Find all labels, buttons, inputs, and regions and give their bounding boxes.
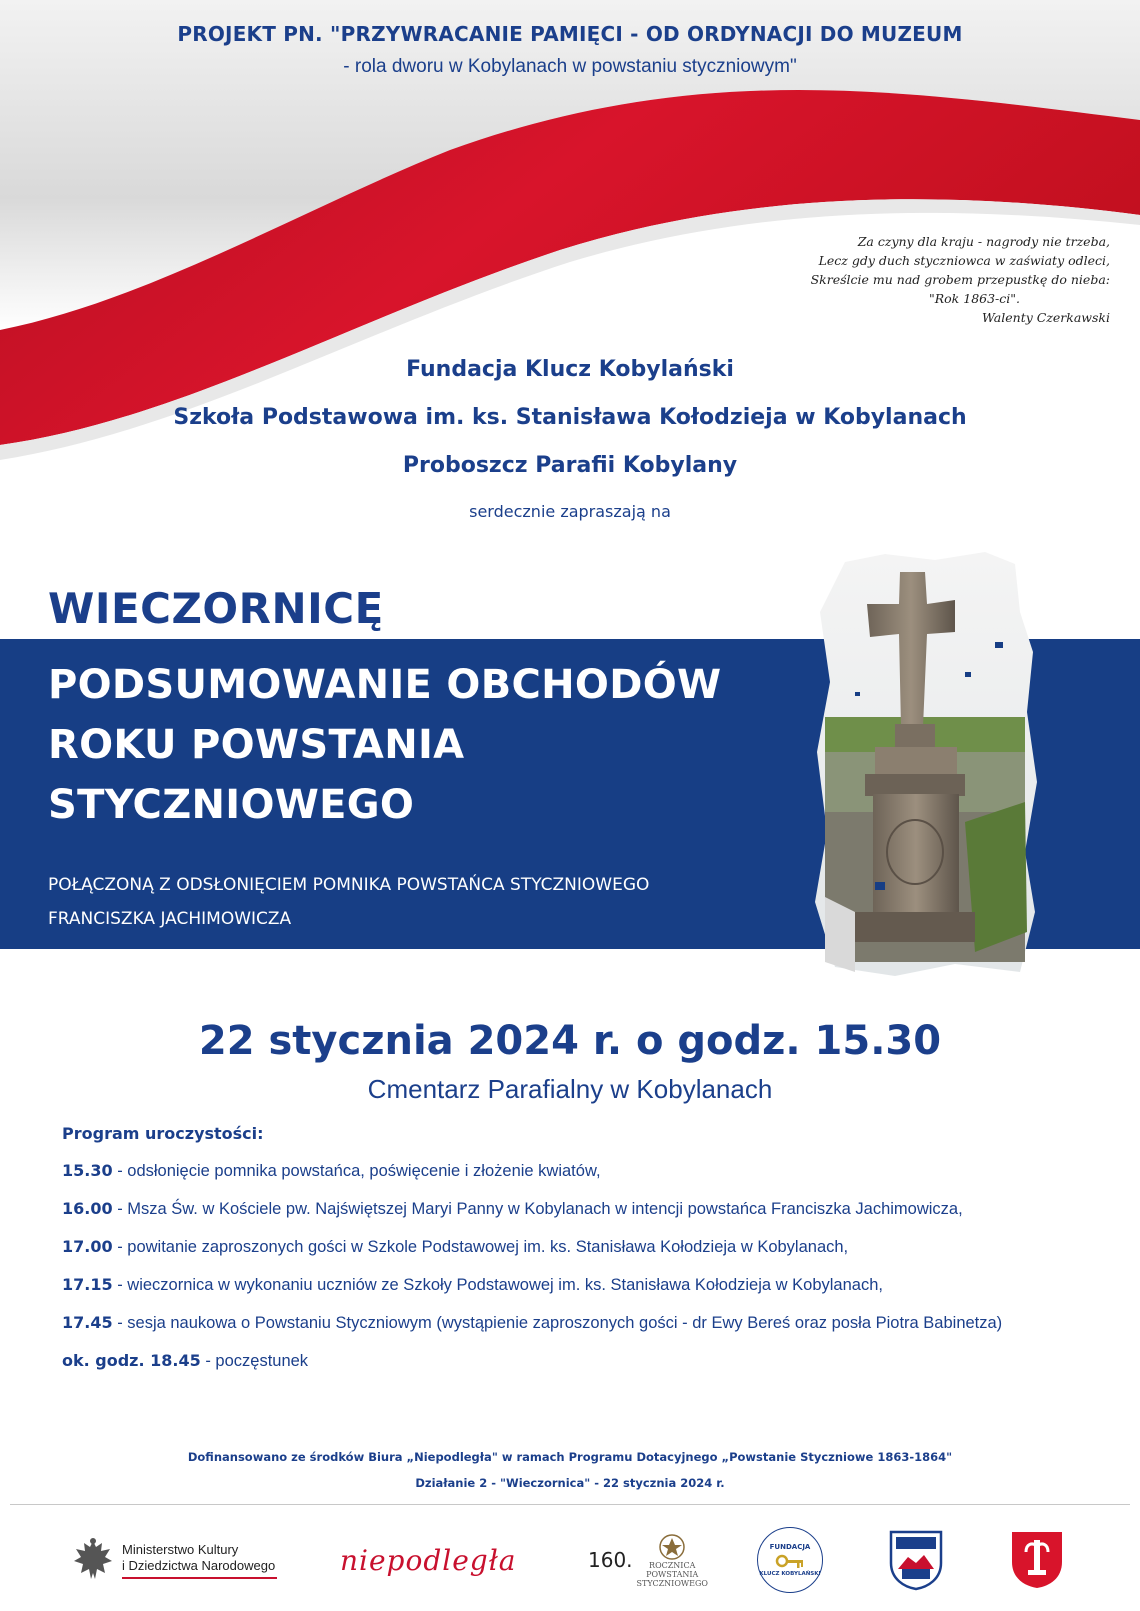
program-text: - poczęstunek xyxy=(200,1352,309,1370)
sponsor-logos xyxy=(0,1520,1140,1600)
anniversary-text-line: POWSTANIA xyxy=(646,1569,699,1579)
funding-line: Działanie 2 - "Wieczornica" - 22 stycznia 2024 r. xyxy=(415,1476,725,1490)
key-icon xyxy=(775,1551,805,1571)
funding-note xyxy=(0,1444,1140,1496)
project-title: PROJEKT PN. "PRZYWRACANIE PAMIĘCI - OD ORDYNACJI DO MUZEUM xyxy=(177,22,963,46)
subtitle-line: PODSUMOWANIE OBCHODÓW xyxy=(48,662,722,708)
program-text: - Msza Św. w Kościele pw. Najświętszej Maryi Panny w Kobylanach w intencji powstańca Franciszka Jachimowicza, xyxy=(112,1200,963,1218)
kobylany-crest-logo xyxy=(1010,1520,1064,1600)
event-description xyxy=(48,868,649,936)
subtitle-line: ROKU POWSTANIA xyxy=(48,722,465,768)
eagle-icon xyxy=(72,1537,114,1583)
program-text: - wieczornica w wykonaniu uczniów ze Szkoły Podstawowej im. ks. Stanisława Kołodzieja w Kobylanach, xyxy=(112,1276,883,1294)
event-place: Cmentarz Parafialny w Kobylanach xyxy=(367,1074,773,1104)
event-title: WIECZORNICĘ xyxy=(48,584,384,633)
niepodlegla-wordmark: niepodległa xyxy=(340,1543,517,1577)
fundacja-label-top: FUNDACJA xyxy=(769,1543,811,1551)
quote-line: Lecz gdy duch styczniowca w zaświaty odleci, xyxy=(818,253,1110,268)
ministry-name-line1: Ministerstwo Kultury xyxy=(122,1541,239,1557)
program-time: 17.45 xyxy=(62,1313,113,1332)
ministry-logo xyxy=(72,1520,277,1600)
ministry-name-line2: i Dziedzictwa Narodowego xyxy=(122,1557,276,1573)
program-section xyxy=(62,1124,1122,1389)
fundacja-logo xyxy=(755,1520,825,1600)
kobylany-shield-icon xyxy=(1010,1530,1064,1590)
program-time: 15.30 xyxy=(62,1161,113,1180)
anniversary-text-line: STYCZNIOWEGO xyxy=(636,1578,708,1588)
fundacja-label-bottom: KLUCZ KOBYLAŃSKI xyxy=(759,1571,821,1577)
program-time: 17.15 xyxy=(62,1275,113,1294)
quote-line: Skreślcie mu nad grobem przepustkę do nieba: xyxy=(810,272,1110,287)
school-crest-logo xyxy=(888,1520,944,1600)
program-item xyxy=(62,1199,1122,1237)
event-subtitle xyxy=(48,655,808,835)
program-item xyxy=(62,1313,1122,1351)
program-title: Program uroczystości: xyxy=(62,1124,264,1143)
niepodlegla-logo xyxy=(340,1520,516,1600)
quote-block xyxy=(690,232,1110,327)
program-time: 16.00 xyxy=(62,1199,113,1218)
quote-line: Za czyny dla kraju - nagrody nie trzeba, xyxy=(857,234,1110,249)
organizers-list xyxy=(0,346,1140,490)
funding-line: Dofinansowano ze środków Biura „Niepodległa" w ramach Programu Dotacyjnego „Powstanie Styczniowe 1863-1864" xyxy=(187,1450,953,1464)
anniversary-number: 160. xyxy=(588,1548,633,1572)
anniversary-emblem-icon xyxy=(658,1533,686,1561)
description-line: POŁĄCZONĄ Z ODSŁONIĘCIEM POMNIKA POWSTAŃCA STYCZNIOWEGO xyxy=(48,875,650,895)
quote-line: "Rok 1863-ci". xyxy=(929,291,1020,306)
program-text: - sesja naukowa o Powstaniu Styczniowym (wystąpienie zaproszonych gości - dr Ewy Bereś oraz posła Piotra Babinetza) xyxy=(112,1314,1003,1332)
invite-text: serdecznie zapraszają na xyxy=(469,502,671,521)
program-item xyxy=(62,1351,1122,1389)
footer-divider xyxy=(10,1504,1130,1505)
organizer-parish: Proboszcz Parafii Kobylany xyxy=(402,453,738,478)
program-item xyxy=(62,1237,1122,1275)
cross-monument-photo xyxy=(815,552,1040,977)
anniversary-text-line: ROCZNICA xyxy=(649,1560,696,1570)
program-time: ok. godz. 18.45 xyxy=(62,1351,201,1370)
organizer-foundation: Fundacja Klucz Kobylański xyxy=(406,357,734,382)
program-item xyxy=(62,1161,1122,1199)
organizer-school: Szkoła Podstawowa im. ks. Stanisława Kołodzieja w Kobylanach xyxy=(173,405,967,430)
quote-author: Walenty Czerkawski xyxy=(982,310,1110,325)
ministry-underline xyxy=(122,1577,277,1579)
event-date: 22 stycznia 2024 r. o godz. 15.30 xyxy=(198,1018,942,1064)
subtitle-line: STYCZNIOWEGO xyxy=(48,782,415,828)
project-subtitle: - rola dworu w Kobylanach w powstaniu styczniowym" xyxy=(343,56,797,77)
program-time: 17.00 xyxy=(62,1237,113,1256)
description-line: FRANCISZKA JACHIMOWICZA xyxy=(48,909,292,929)
school-shield-icon xyxy=(888,1529,944,1591)
program-item xyxy=(62,1275,1122,1313)
program-text: - powitanie zaproszonych gości w Szkole Podstawowej im. ks. Stanisława Kołodzieja w Kobylanach, xyxy=(112,1238,849,1256)
program-text: - odsłonięcie pomnika powstańca, poświęcenie i złożenie kwiatów, xyxy=(112,1162,601,1180)
anniversary-logo xyxy=(588,1520,708,1600)
